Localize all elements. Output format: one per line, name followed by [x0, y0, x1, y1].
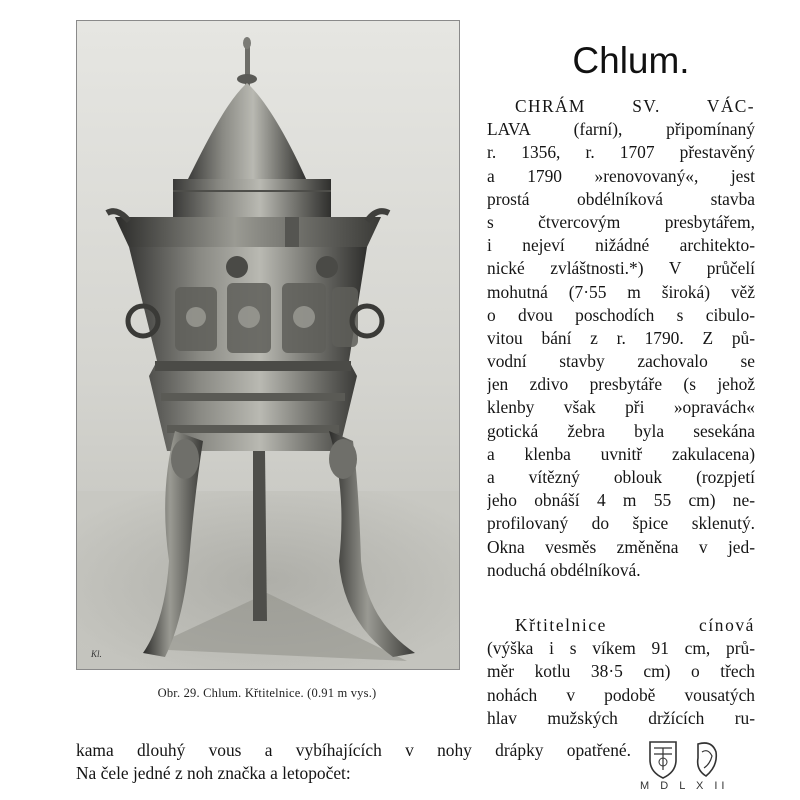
- font-photo: [76, 20, 460, 670]
- text-line: nohách v podobě vousatých: [487, 684, 755, 705]
- text-line: mohutná (7·55 m široká) věž: [487, 281, 755, 302]
- text-line: i nejeví nižádné architekto-: [487, 235, 755, 256]
- monogram-mark-icon: [698, 743, 717, 776]
- text-line: Křtitelnice cínová: [515, 615, 755, 635]
- text-line: profilovaný do špice sklenutý.: [487, 513, 755, 534]
- text-line: a vítězný oblouk (rozpjetí: [487, 467, 755, 487]
- text-line: vitou bání z r. 1790. Z pů-: [487, 327, 755, 348]
- text-line: nické zvláštnosti.*) V průčelí: [487, 258, 755, 279]
- body-column-2: [487, 614, 755, 730]
- text-line: jen zdivo presbytáře (s jehož: [487, 374, 755, 395]
- text-line: a klenba uvnitř zakulacena): [487, 443, 755, 464]
- text-line: prostá obdélníková stavba: [487, 188, 755, 209]
- text-line: a 1790 »renovovaný«, jest: [487, 165, 755, 186]
- back-leg: [253, 451, 267, 621]
- text-line: hlav mužských držících ru-: [487, 707, 755, 728]
- text-line: CHRÁM SV. VÁC-: [515, 96, 755, 116]
- shield-mark-icon: [650, 742, 676, 778]
- text-line: r. 1356, r. 1707 přestavěný: [487, 142, 755, 163]
- text-line: vodní stavby zachovalo se: [487, 351, 755, 372]
- text-line: s čtvercovým presbytářem,: [487, 211, 755, 232]
- page-title: Chlum.: [572, 40, 690, 81]
- font-rim: [115, 217, 381, 247]
- text-line: klenby však při »opravách«: [487, 397, 755, 418]
- text-line: noduchá obdélníková.: [487, 559, 641, 580]
- text-line: měr kotlu 38·5 cm) o třech: [487, 661, 755, 682]
- makers-marks: [640, 738, 760, 794]
- text-line: (výška i s víkem 91 cm, prů-: [487, 638, 755, 659]
- figure-caption: Obr. 29. Chlum. Křtitelnice. (0.91 m vys.): [157, 686, 377, 700]
- photo-signature: Kl.: [91, 649, 102, 659]
- body-column: [487, 95, 755, 582]
- text-line: Na čele jedné z noh značka a letopočet:: [76, 763, 351, 784]
- text-line: kama dlouhý vous a vybíhajících v nohy drápky opatřené.: [76, 740, 631, 760]
- lid-band: [173, 179, 331, 219]
- text-line: jeho obnáší 4 m 55 cm) ne-: [487, 490, 755, 511]
- mark-year: M D L X II: [640, 780, 729, 792]
- text-line: Okna vesměs změněna v jed-: [487, 536, 755, 557]
- text-line: gotická žebra byla sesekána: [487, 420, 755, 441]
- full-width-text: [76, 738, 631, 784]
- baptismal-font-illustration: [77, 21, 459, 669]
- text-line: o dvou poschodích s cibulo-: [487, 304, 755, 325]
- text-line: LAVA (farní), připomínaný: [487, 119, 755, 140]
- marks-illustration: [640, 738, 760, 780]
